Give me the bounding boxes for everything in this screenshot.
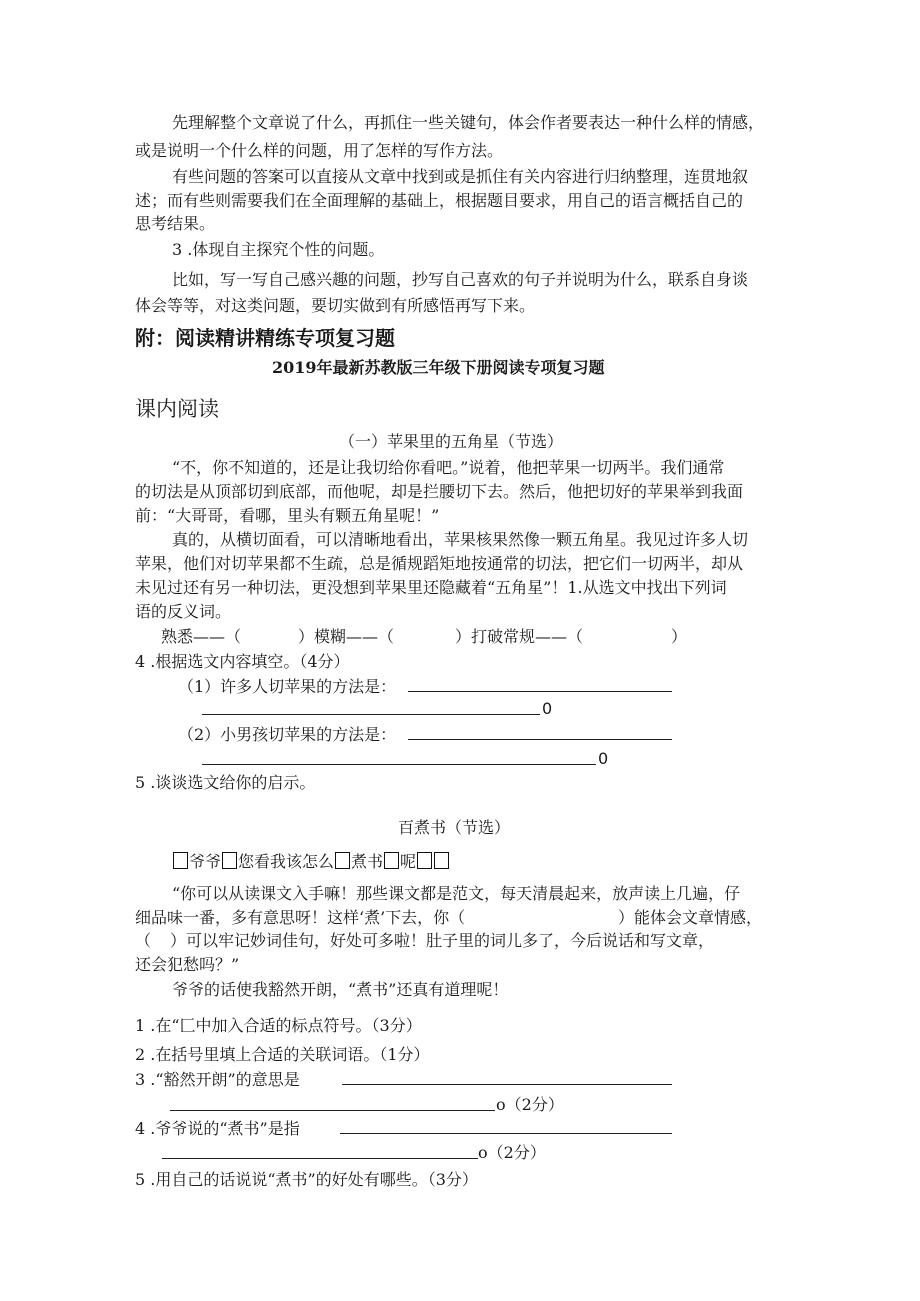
passage1-q4-item2: （2）小男孩切苹果的方法是： [178, 725, 397, 744]
passage2-line3a: （ [135, 931, 152, 950]
antonym-familiar: 熟悉——（ [161, 627, 242, 646]
dialogue-text-ne: 呢 [400, 852, 417, 871]
passage1-line4: 真的，从横切面看，可以清晰地看出，苹果核果然像一颗五角星。我见过许多人切 [172, 530, 749, 549]
passage2-q3-end: o（2分） [496, 1095, 564, 1114]
intro-p3: 3 .体现自主探究个性的问题。 [172, 240, 385, 259]
passage2-line2a: 细品味一番，多有意思呀！这样‘煮’下去，你（ [135, 908, 466, 927]
intro-p2-line3: 思考结果。 [135, 214, 216, 233]
intro-p4-line2: 体会等等，对这类问题，要切实做到有所感悟再写下来。 [135, 296, 536, 315]
answer-line[interactable] [202, 700, 540, 715]
dialogue-text-boil-book: 煮书 [351, 852, 384, 871]
passage1-line2: 的切法是从顶部切到底部，而他呢，却是拦腰切下去。然后，他把切好的苹果举到我面 [135, 482, 744, 501]
passage1-line1: “不，你不知道的，还是让我切给你看吧。”说着，他把苹果一切两半。我们通常 [172, 458, 725, 477]
passage1-q4-item1: （1）许多人切苹果的方法是： [178, 677, 397, 696]
passage2-question2: 2 .在括号里填上合适的关联词语。（1分） [135, 1045, 430, 1064]
passage2-title: 百煮书（节选） [398, 818, 511, 837]
passage2-line2b: ）能体会文章情感， [618, 908, 763, 927]
answer-line[interactable] [408, 725, 672, 740]
passage2-question4: 4 .爷爷说的“煮书”是指 [135, 1119, 300, 1138]
antonym-vague: ）模糊——（ [298, 627, 395, 646]
antonym-break-convention: ）打破常规——（ [455, 627, 584, 646]
punctuation-box[interactable] [417, 852, 432, 869]
intro-p4-line1: 比如，写一写自己感兴趣的问题，抄写自己喜欢的句子并说明为什么，联系自身谈 [172, 270, 749, 289]
passage2-q4-end: o（2分） [478, 1143, 546, 1162]
document-title: 2019年最新苏教版三年级下册阅读专项复习题 [272, 358, 605, 377]
passage2-question5: 5 .用自己的话说说“煮书”的好处有哪些。（3分） [135, 1170, 478, 1189]
answer-line[interactable] [340, 1119, 672, 1134]
passage2-dialogue-line [172, 852, 450, 872]
section-heading: 课内阅读 [135, 397, 219, 421]
punctuation-box[interactable] [222, 852, 237, 869]
intro-p2-line2: 述；而有些则需要我们在全面理解的基础上，根据题目要求，用自己的语言概括自己的 [135, 191, 744, 210]
dialogue-text-grandpa: 爷爷 [189, 852, 222, 871]
appendix-heading: 附：阅读精讲精练专项复习题 [135, 326, 395, 350]
passage2-line5: 爷爷的话使我豁然开朗，“煮书”还真有道理呢！ [172, 980, 509, 999]
passage1-line3: 前：“大哥哥，看哪，里头有颗五角星呢！” [135, 506, 440, 525]
intro-p1-line1: 先理解整个文章说了什么，再抓住一些关键句，体会作者要表达一种什么样的情感， [172, 113, 765, 132]
answer-line[interactable] [342, 1070, 672, 1085]
passage2-line4: 还会犯愁吗？” [135, 955, 240, 974]
passage1-title: （一）苹果里的五角星（节选） [339, 432, 564, 451]
answer-end-mark: 0 [542, 699, 553, 718]
answer-line[interactable] [408, 677, 672, 692]
passage2-question1: 1 .在“匚中加入合适的标点符号。（3分） [135, 1016, 422, 1035]
answer-end-mark: 0 [598, 749, 609, 768]
intro-p2-line1: 有些问题的答案可以直接从文章中找到或是抓住有关内容进行归纳整理，连贯地叙 [172, 167, 749, 186]
punctuation-box[interactable] [384, 852, 399, 869]
answer-line[interactable] [202, 750, 596, 765]
passage2-question3: 3 .“豁然开朗”的意思是 [135, 1070, 300, 1089]
passage1-line7: 语的反义词。 [135, 602, 232, 621]
dialogue-text-how: 您看我该怎么 [238, 852, 335, 871]
intro-p1-line2: 或是说明一个什么样的问题，用了怎样的写作方法。 [135, 141, 504, 160]
punctuation-box[interactable] [434, 852, 449, 869]
punctuation-box[interactable] [173, 852, 188, 869]
passage1-line6: 未见过还有另一种切法，更没想到苹果里还隐藏着“五角星”！1.从选文中找出下列词 [135, 578, 727, 597]
passage2-line3b: ）可以牢记妙词佳句，好处可多啦！肚子里的词儿多了，今后说话和写文章， [170, 931, 715, 950]
punctuation-box[interactable] [335, 852, 350, 869]
antonym-close-paren: ） [671, 627, 688, 646]
answer-line[interactable] [162, 1144, 478, 1159]
answer-line[interactable] [170, 1096, 495, 1111]
passage2-line1: “你可以从读课文入手嘛！那些课文都是范文，每天清晨起来，放声读上几遍，仔 [172, 884, 741, 903]
passage1-question5: 5 .谈谈选文给你的启示。 [135, 773, 316, 792]
passage1-line5: 苹果，他们对切苹果都不生疏，总是循规蹈矩地按通常的切法，把它们一切两半，却从 [135, 554, 744, 573]
passage1-question4: 4 .根据选文内容填空。（4分） [135, 652, 350, 671]
